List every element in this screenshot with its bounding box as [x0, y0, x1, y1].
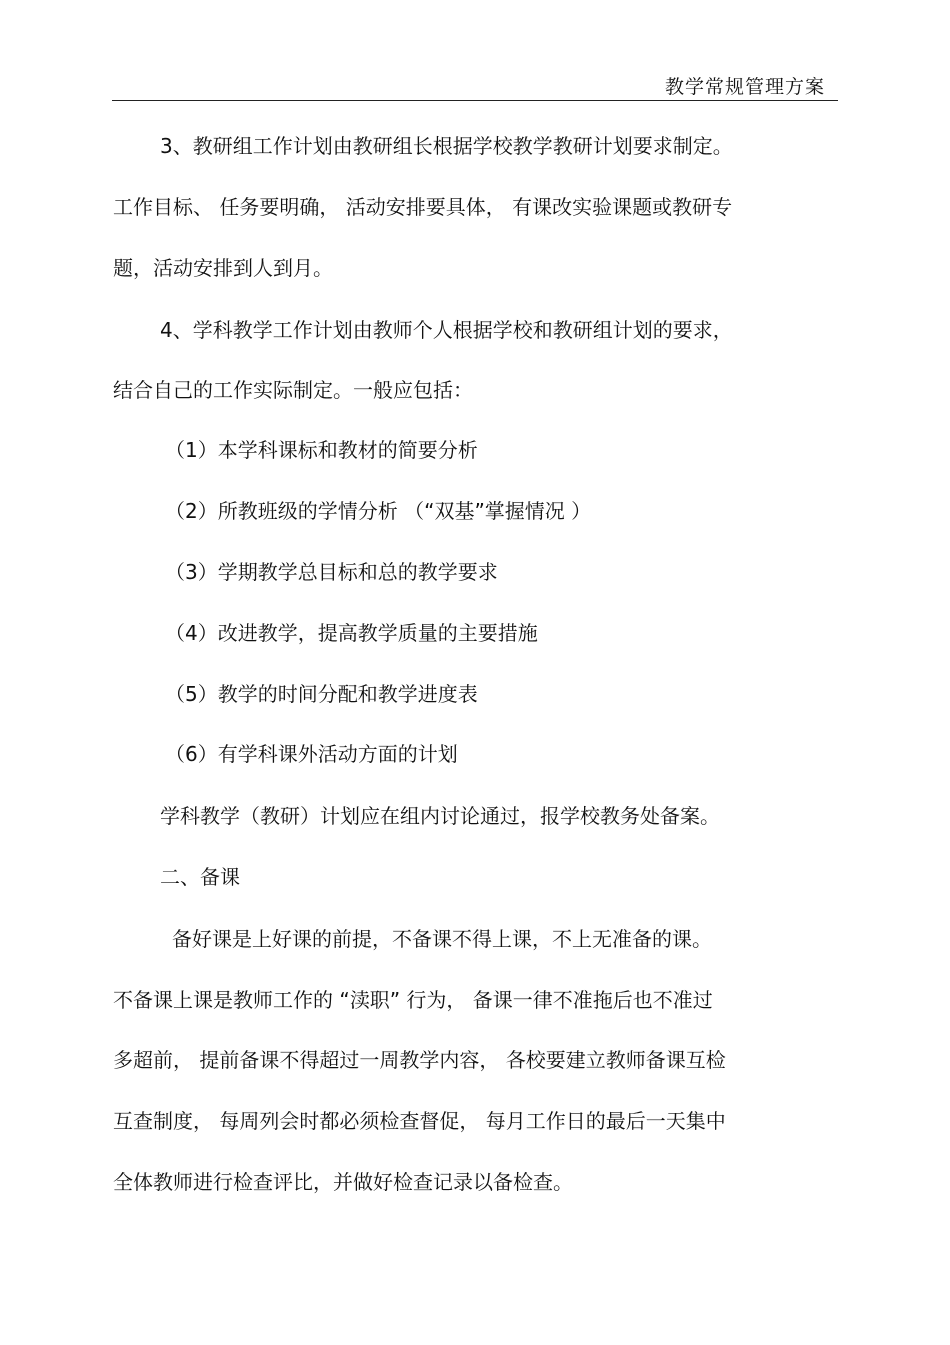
section-heading: 二、备课 [160, 865, 240, 889]
list-item: （6）有学科课外活动方面的计划 [165, 742, 458, 766]
paragraph-line: 全体教师进行检查评比，并做好检查记录以备检查。 [113, 1170, 573, 1194]
list-item: （4）改进教学，提高教学质量的主要措施 [165, 621, 538, 645]
paragraph-line: 4、学科教学工作计划由教师个人根据学校和教研组计划的要求， [160, 318, 733, 342]
list-item: （2）所教班级的学情分析 （“双基”掌握情况 ） [165, 499, 592, 523]
paragraph-line: 题，活动安排到人到月。 [113, 256, 333, 280]
list-item: （1）本学科课标和教材的简要分析 [165, 438, 478, 462]
header-divider [112, 100, 838, 101]
list-item: （5）教学的时间分配和教学进度表 [165, 682, 478, 706]
paragraph-line: 多超前， 提前备课不得超过一周教学内容， 各校要建立教师备课互检 [113, 1048, 726, 1072]
paragraph-line: 不备课上课是教师工作的 “渎职” 行为， 备课一律不准拖后也不准过 [113, 988, 713, 1012]
paragraph-line: 备好课是上好课的前提，不备课不得上课，不上无准备的课。 [172, 927, 712, 951]
paragraph-line: 工作目标、 任务要明确， 活动安排要具体， 有课改实验课题或教研专 [113, 195, 733, 219]
paragraph-line: 学科教学（教研）计划应在组内讨论通过，报学校教务处备案。 [160, 804, 720, 828]
header-title: 教学常规管理方案 [664, 76, 825, 98]
paragraph-line: 结合自己的工作实际制定。一般应包括： [113, 378, 473, 402]
paragraph-line: 互查制度， 每周列会时都必须检查督促， 每月工作日的最后一天集中 [113, 1109, 726, 1133]
paragraph-line: 3、教研组工作计划由教研组长根据学校教学教研计划要求制定。 [160, 134, 733, 158]
list-item: （3）学期教学总目标和总的教学要求 [165, 560, 498, 584]
